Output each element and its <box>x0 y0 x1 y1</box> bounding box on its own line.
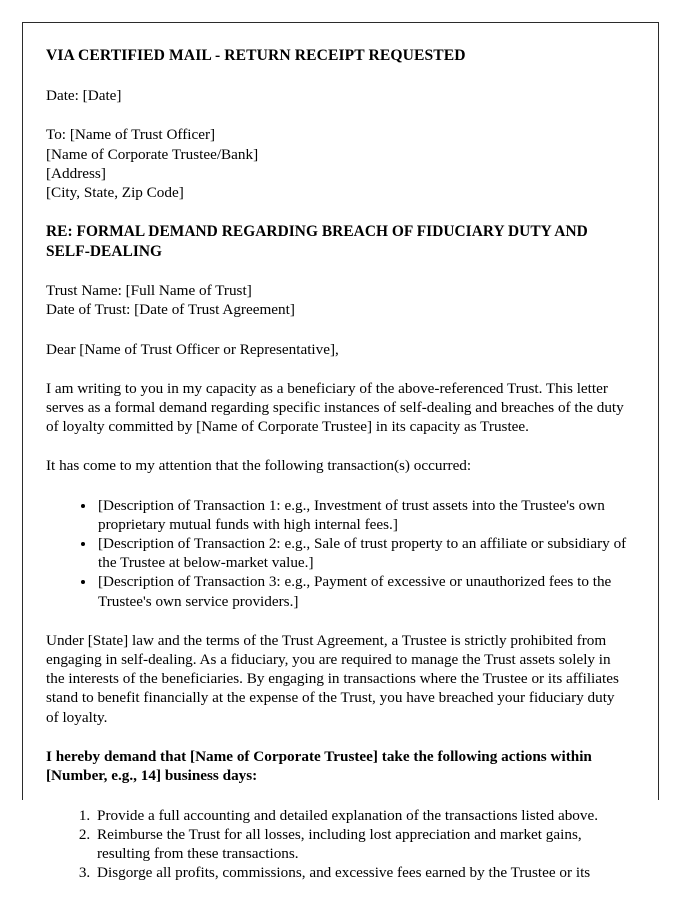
body-paragraph-2: It has come to my attention that the following transaction(s) occurred: <box>46 457 472 475</box>
recipient-name-line: To: [Name of Trust Officer] <box>46 126 216 144</box>
list-item: 1. Provide a full accounting and detailed explanation of the transactions listed above. <box>94 806 630 825</box>
list-item: • [Description of Transaction 1: e.g., Investment of trust assets into the Trustee's own proprietary mutual funds with high internal fees.] <box>96 496 630 534</box>
recipient-company-line: [Name of Corporate Trustee/Bank] <box>46 145 259 163</box>
body-paragraph-1: I am writing to you in my capacity as a beneficiary of the above-referenced Trust. This letter serves as a formal demand regarding specific instances of self-dealing and breaches of the duty of loyalty committed by [Name of Corporate Trustee] in its capacity as Trustee. <box>46 379 624 436</box>
list-item: • [Description of Transaction 2: e.g., Sale of trust property to an affiliate or subsidiary of the Trustee at below-market value.] <box>96 534 630 572</box>
recipient-address-block <box>46 125 630 202</box>
document-page <box>22 22 659 882</box>
transaction-list <box>46 496 630 611</box>
salutation-line: Dear [Name of Trust Officer or Representative], <box>46 340 339 358</box>
body-paragraph-3: Under [State] law and the terms of the Trust Agreement, a Trustee is strictly prohibited from engaging in self-dealing. As a fiduciary, you are required to manage the Trust assets solely in the interests of the beneficiaries. By engaging in transactions where the Trustee or its affiliates stand to benefit financially at the expense of the Trust, you have breached your fiduciary duty of loyalty. <box>46 631 619 726</box>
date-line: Date: [Date] <box>46 87 122 105</box>
subject-heading: RE: FORMAL DEMAND REGARDING BREACH OF FIDUCIARY DUTY AND SELF-DEALING <box>46 223 588 260</box>
demand-list <box>46 806 630 883</box>
date-block <box>46 86 630 105</box>
demand-heading: I hereby demand that [Name of Corporate Trustee] take the following actions within [Number, e.g., 14] business days: <box>46 747 592 785</box>
trust-date-line: Date of Trust: [Date of Trust Agreement] <box>46 301 295 319</box>
list-item: 2. Reimburse the Trust for all losses, including lost appreciation and market gains, resulting from these transactions. <box>94 825 630 863</box>
recipient-address-line: [Address] <box>46 164 106 182</box>
recipient-city-state-zip-line: [City, State, Zip Code] <box>46 184 184 202</box>
document-body <box>23 23 658 883</box>
delivery-method-heading: VIA CERTIFIED MAIL - RETURN RECEIPT REQUESTED <box>46 47 466 64</box>
trust-info-block <box>46 281 630 319</box>
trust-name-line: Trust Name: [Full Name of Trust] <box>46 282 252 300</box>
list-item: • [Description of Transaction 3: e.g., Payment of excessive or unauthorized fees to the Trustee's own service providers.] <box>96 572 630 610</box>
list-item: 3. Disgorge all profits, commissions, and excessive fees earned by the Trustee or its <box>94 863 630 882</box>
